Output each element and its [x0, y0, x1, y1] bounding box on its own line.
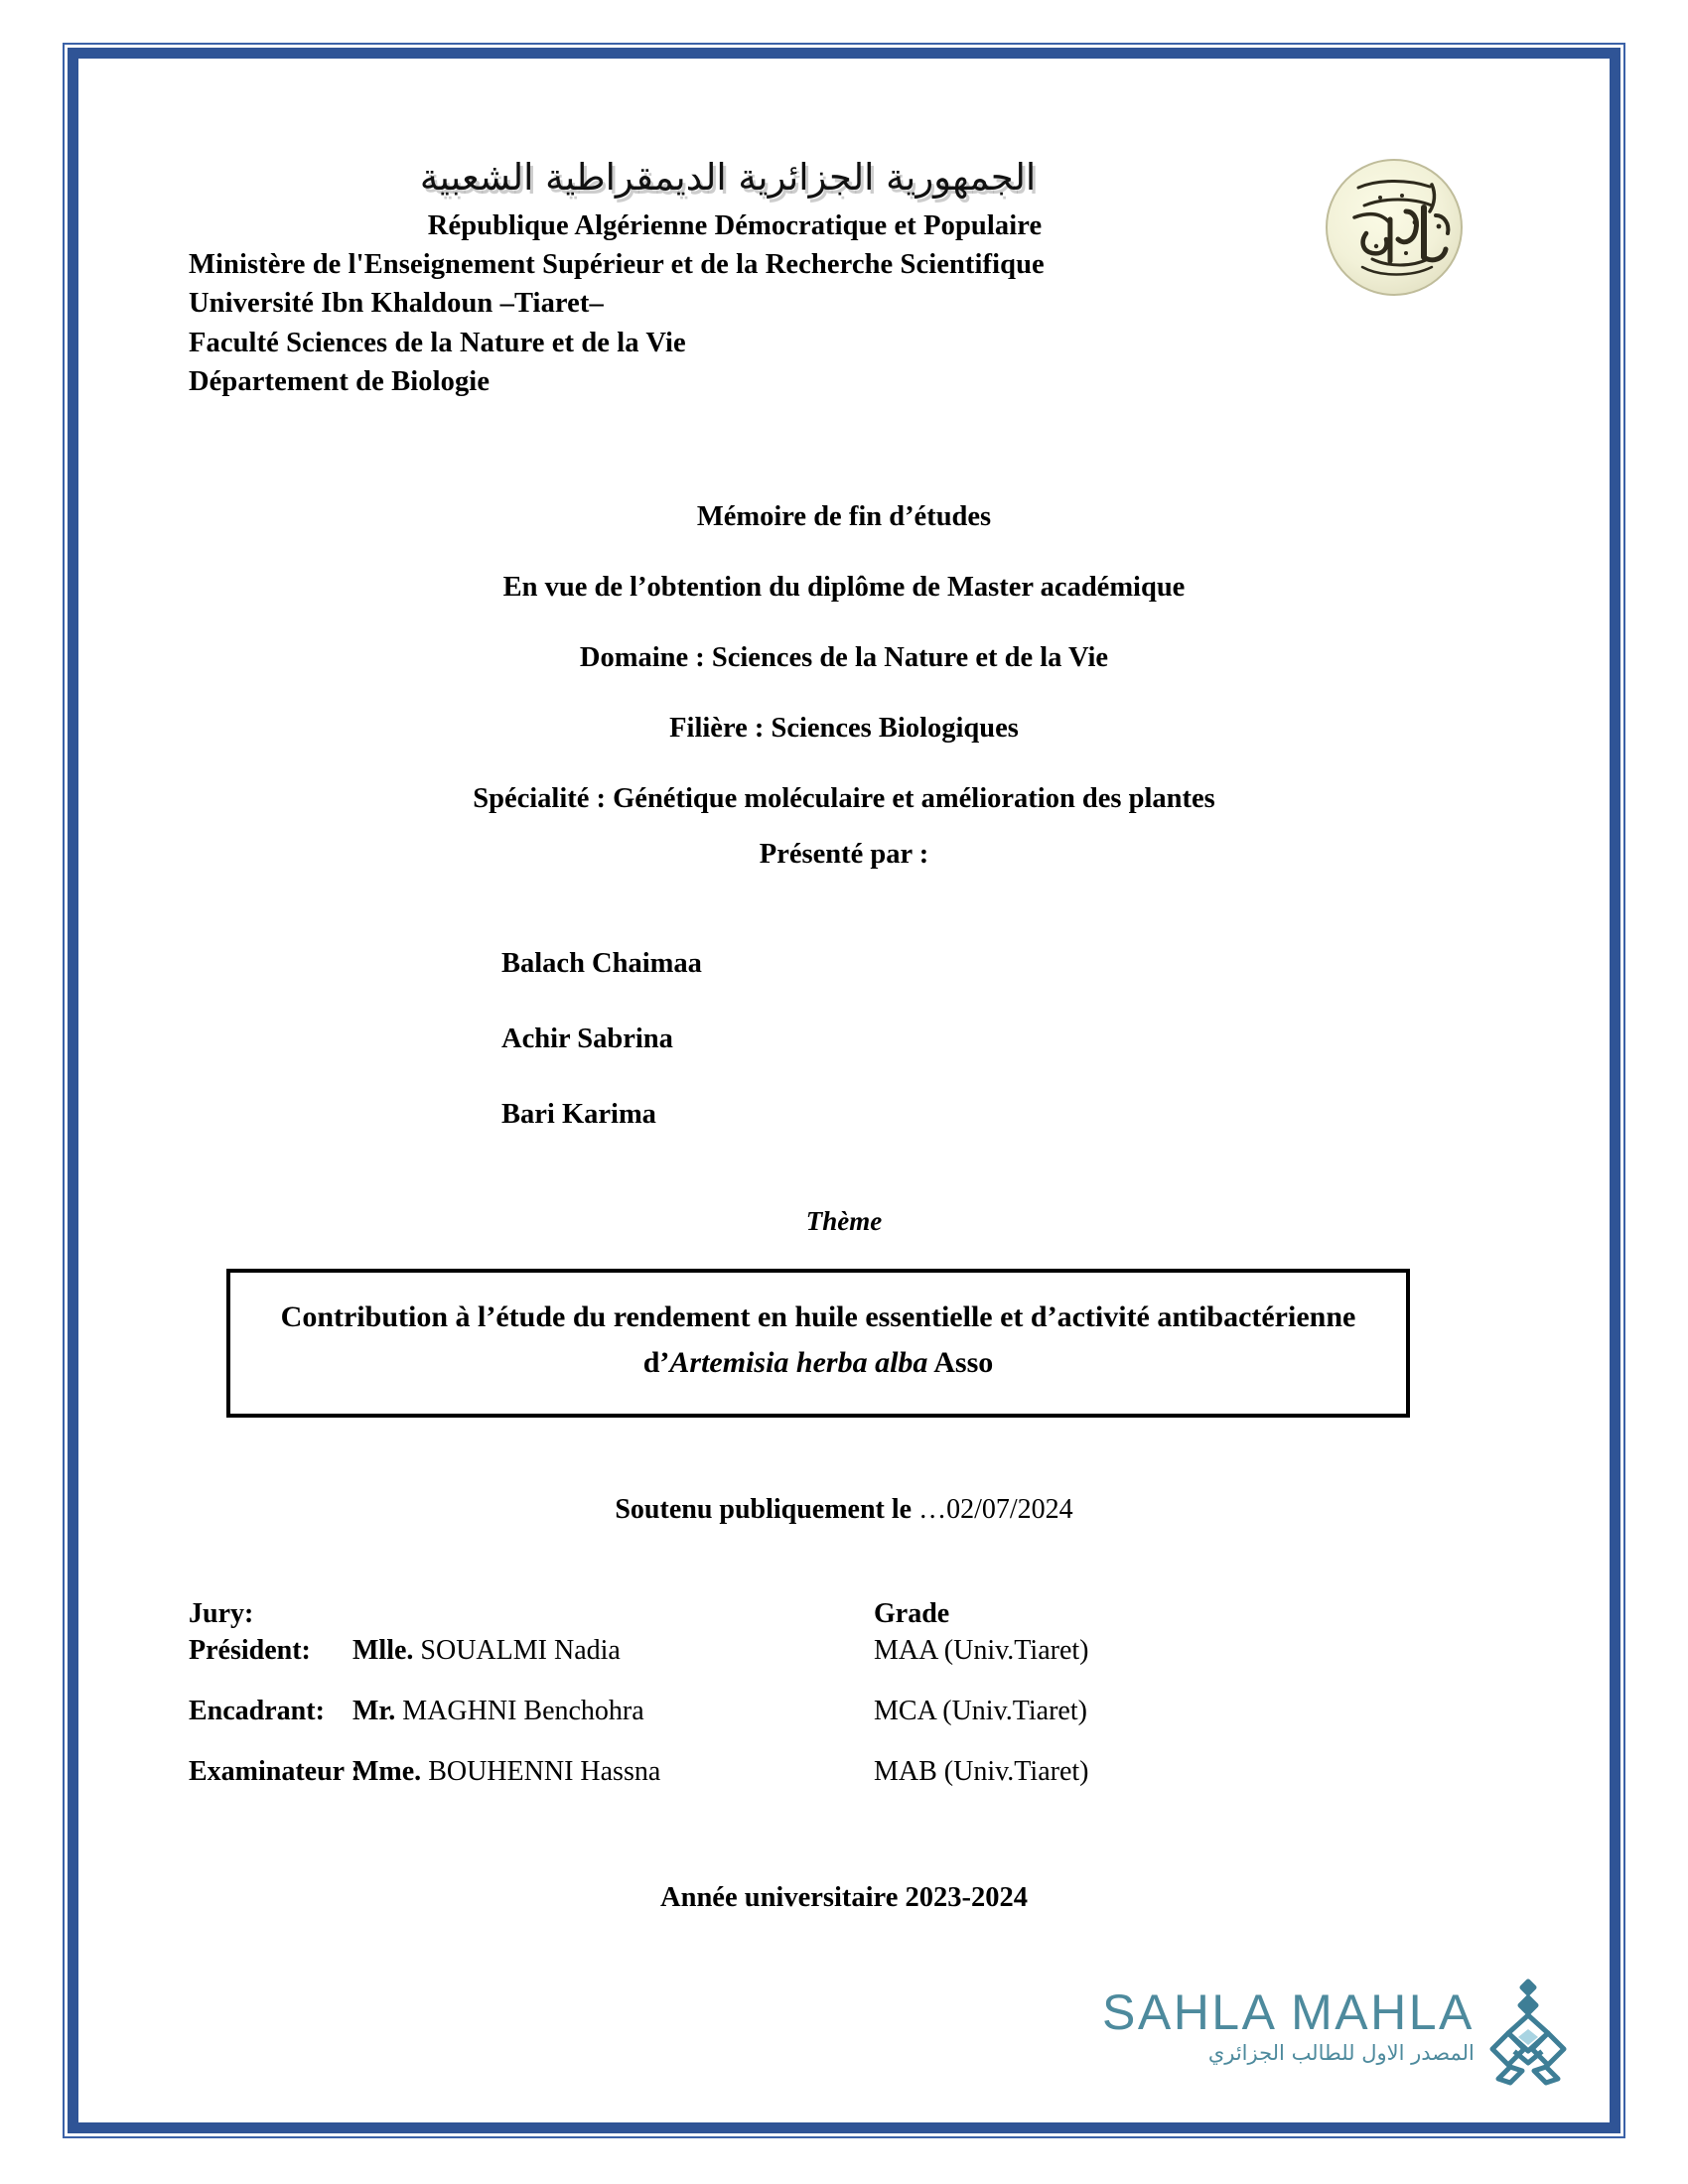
domain-line: Domaine : Sciences de la Nature et de la Vie [579, 642, 1109, 673]
presented-by-label: Présenté par : [759, 839, 929, 870]
defense-label: Soutenu publiquement le [615, 1494, 919, 1525]
table-row [189, 1696, 1470, 1727]
jury-member-name [352, 1635, 874, 1667]
amazigh-diamond-ornament-icon [1480, 1976, 1576, 2087]
jury-surname: SOUALMI Nadia [413, 1635, 621, 1666]
specialty-line: Spécialité : Génétique moléculaire et amélioration des plantes [473, 783, 1215, 814]
filiere-line: Filière : Sciences Biologiques [669, 713, 1019, 744]
jury-header-role: Jury: [189, 1598, 254, 1629]
jury-header-grade: Grade [874, 1598, 950, 1629]
table-row [189, 1635, 1470, 1667]
jury-member-name [352, 1696, 874, 1727]
jury-role: Président: [189, 1635, 311, 1666]
jury-surname: MAGHNI Benchohra [395, 1696, 644, 1726]
watermark-brand-name: SAHLA MAHLA [1102, 1984, 1475, 2040]
thesis-title-species: Artemisia herba alba [669, 1346, 928, 1379]
watermark-arabic-subtitle: المصدر الاول للطالب الجزائري [1207, 2041, 1475, 2065]
degree-purpose-line: En vue de l’obtention du diplôme de Master académique [502, 572, 1186, 603]
student-name: Achir Sabrina [501, 1024, 673, 1054]
jury-honorific: Mr. [352, 1696, 396, 1726]
ministry-line: Ministère de l'Enseignement Supérieur et de la Recherche Scientifique [189, 249, 1045, 281]
thesis-title-part1: Contribution à l’étude du rendement en huile essentielle et d’activité antibactérienne d’ [280, 1300, 1356, 1379]
student-list [501, 948, 1196, 1131]
sahla-mahla-watermark [1102, 1985, 1599, 2100]
student-name: Bari Karima [501, 1099, 656, 1130]
arabic-republic-title: الجمهورية الجزائرية الديمقراطية الشعبية [419, 156, 1037, 199]
jury-role: Examinateur : [189, 1756, 360, 1787]
jury-honorific: Mlle. [352, 1635, 414, 1666]
jury-member-name [352, 1756, 874, 1788]
jury-table [189, 1598, 1470, 1788]
degree-info-block [248, 501, 1440, 815]
theme-label: Thème [805, 1206, 883, 1236]
department-line: Département de Biologie [189, 366, 491, 398]
table-row [189, 1756, 1470, 1788]
jury-grade: MAB (Univ.Tiaret) [874, 1756, 1089, 1787]
defense-date-line [248, 1494, 1440, 1526]
thesis-title-part2: Asso [927, 1346, 994, 1379]
student-name: Balach Chaimaa [501, 948, 702, 979]
faculty-line: Faculté Sciences de la Nature et de la Vie [189, 327, 686, 358]
jury-role: Encadrant: [189, 1696, 325, 1726]
thesis-type-line: Mémoire de fin d’études [696, 501, 992, 532]
academic-year: Année universitaire 2023-2024 [660, 1882, 1028, 1913]
institution-header [189, 154, 1281, 401]
university-seal-icon [1321, 154, 1468, 301]
jury-surname: BOUHENNI Hassna [421, 1756, 661, 1787]
jury-honorific: Mme. [352, 1756, 422, 1787]
thesis-title [230, 1295, 1406, 1385]
theme-title-box [226, 1269, 1410, 1418]
jury-table-header [189, 1598, 1470, 1630]
university-line: Université Ibn Khaldoun –Tiaret– [189, 288, 604, 320]
jury-grade: MAA (Univ.Tiaret) [874, 1635, 1089, 1666]
defense-date: …02/07/2024 [918, 1494, 1073, 1525]
jury-grade: MCA (Univ.Tiaret) [874, 1696, 1087, 1726]
republic-line-french: République Algérienne Démocratique et Populaire [427, 209, 1043, 241]
